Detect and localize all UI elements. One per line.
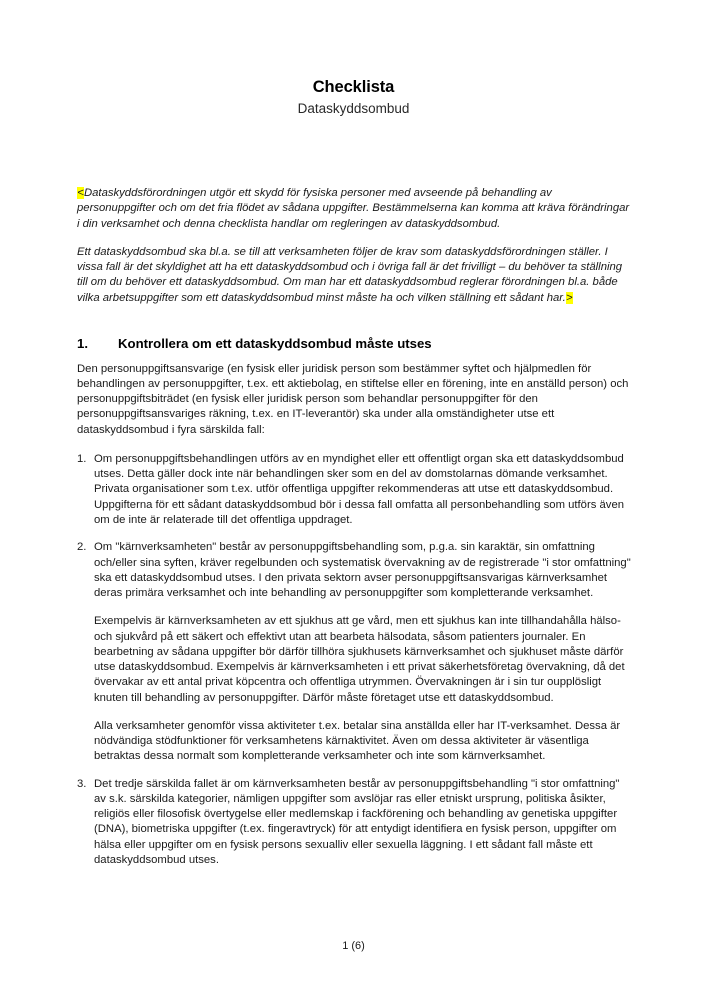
intro-paragraph-2-text: Ett dataskyddsombud ska bl.a. se till att verksamheten följer de krav som dataskyddsförordningen ställer. I vissa fall är det skyldighet att ha ett dataskyddsombud och i övriga fall är det frivilligt – du behöver ta ställning till om du behöver ett dataskyddsombud. Om man har ett dataskyddsombud reglerar förordningen bl.a. både vilka arbetsuppgifter som ett dataskyddsombud minst måste ha och vilken ställning ett sådant har. [77,245,623,304]
intro-paragraph-2 [77,245,633,306]
list-item-text: Det tredje särskilda fallet är om kärnverksamheten består av personuppgiftsbehandling "i stor omfattning" av s.k. särskilda kategorier, nämligen uppgifter som avslöjar ras eller etniskt ursprung, politiska åsikter, religiös eller filosofisk övertygelse eller medlemskap i fackförening och behandling av genetiska uppgifter (DNA), biometriska uppgifter (t.ex. fingeravtryck) för att entydigt identifiera en fysisk person, uppgifter om hälsa eller uppgifter om en fysisk persons sexualliv eller sexuella läggning. I ett sådant fall måste ett dataskyddsombud utses. [94,777,620,867]
page-number: 1 (6) [342,940,365,952]
list-item-sub-paragraph: Exempelvis är kärnverksamheten av ett sjukhus att ge vård, men ett sjukhus kan inte tillhandahålla hälso- och sjukvård på ett säkert och effektivt utan att bearbeta hälsodata, såsom patienters journaler. En bearbetning av sådana uppgifter bör därför tillhöra sjukhusets kärnverksamhet och sjukhuset måste därför utse dataskyddsombud. Exempelvis är kärnverksamheten i ett privat säkerhetsföretag övervakning, då det övervakar av ett antal privat köpcentra och offentliga utrymmen. Övervakningen är i sin tur oupplösligt knuten till behandling av personuppgifter. Därför måste företaget utse ett dataskyddsombud. [94,615,625,704]
list-item [77,777,633,869]
list-item-text: Om "kärnverksamheten" består av personuppgiftsbehandling som, p.g.a. sin karaktär, sin omfattning och/eller sina syften, kräver regelbunden och systematisk övervakning av de registrerade "i stor omfattning" ska ett dataskyddsombud utses. I den privata sektorn avser personuppgiftsansvarigas kärnverksamhet deras primära verksamhet och inte behandling av personuppgifter som kompletterande verksamhet. [94,541,631,600]
highlight-close-marker: > [565,291,573,304]
list-item-text: Om personuppgiftsbehandlingen utförs av en myndighet eller ett offentligt organ ska ett dataskyddsombud utses. Detta gäller dock inte när behandlingen sker som en del av domstolarnas dömande verksamhet. Privata organisationer som t.ex. utför offentliga uppgifter rekommenderas att utse ett dataskyddsombud. Uppgifterna för ett sådant dataskyddsombud bör i dessa fall omfatta all personbehandling som utförs även om de inte är relaterade till det offentliga uppdraget. [94,452,625,526]
document-body [77,186,633,868]
page-number-footer [0,940,707,952]
list-item [77,452,633,528]
list-item-sub-paragraph: Alla verksamheter genomför vissa aktiviteter t.ex. betalar sina anställda eller har IT-verksamhet. Dessa är nödvändiga stödfunktioner för verksamhetens kärnaktivitet. Även om dessa aktiviteter är väsentliga betraktas dessa normalt som kompletterande verksamheter och inte som kärnverksamhet. [94,719,621,763]
list-item-content [94,452,633,528]
list-item-marker: 3. [77,777,87,790]
highlight-open-marker: < [77,187,84,199]
section-1-heading [77,336,633,353]
section-1-intro-paragraph: Den personuppgiftsansvarige (en fysisk eller juridisk person som bestämmer syftet och hjälpmedlen för behandlingen av personuppgifter, t.ex. ett aktiebolag, en stiftelse eller en förening, inte en anställd person) och personuppgiftsbiträdet (en fysisk eller juridisk person som behandlar personuppgifter för den personuppgiftsansvariges räkning, t.ex. en IT-leverantör) ska under alla omständigheter utse ett dataskyddsombud i fyra särskilda fall: [77,362,629,436]
intro-paragraph-1 [77,186,633,232]
list-item [77,540,633,764]
list-item-marker: 2. [77,541,87,554]
list-item-marker: 1. [77,452,87,465]
list-item-content [94,777,633,869]
document-header [0,78,707,118]
intro-paragraph-1-text: Dataskyddsförordningen utgör ett skydd för fysiska personer med avseende på behandling av personuppgifter och om det fria flödet av sådana uppgifter. Bestämmelserna kan komma att kräva förändringar i din verksamhet och denna checklista handlar om regleringen av dataskyddsombud. [77,187,630,230]
section-1-list [77,452,633,868]
page-title: Checklista [312,78,395,96]
section-1-heading-text: Kontrollera om ett dataskyddsombud måste utses [118,336,432,352]
page-subtitle: Dataskyddsombud [297,100,410,116]
list-item-content [94,540,633,764]
section-1-number: 1. [77,336,88,352]
